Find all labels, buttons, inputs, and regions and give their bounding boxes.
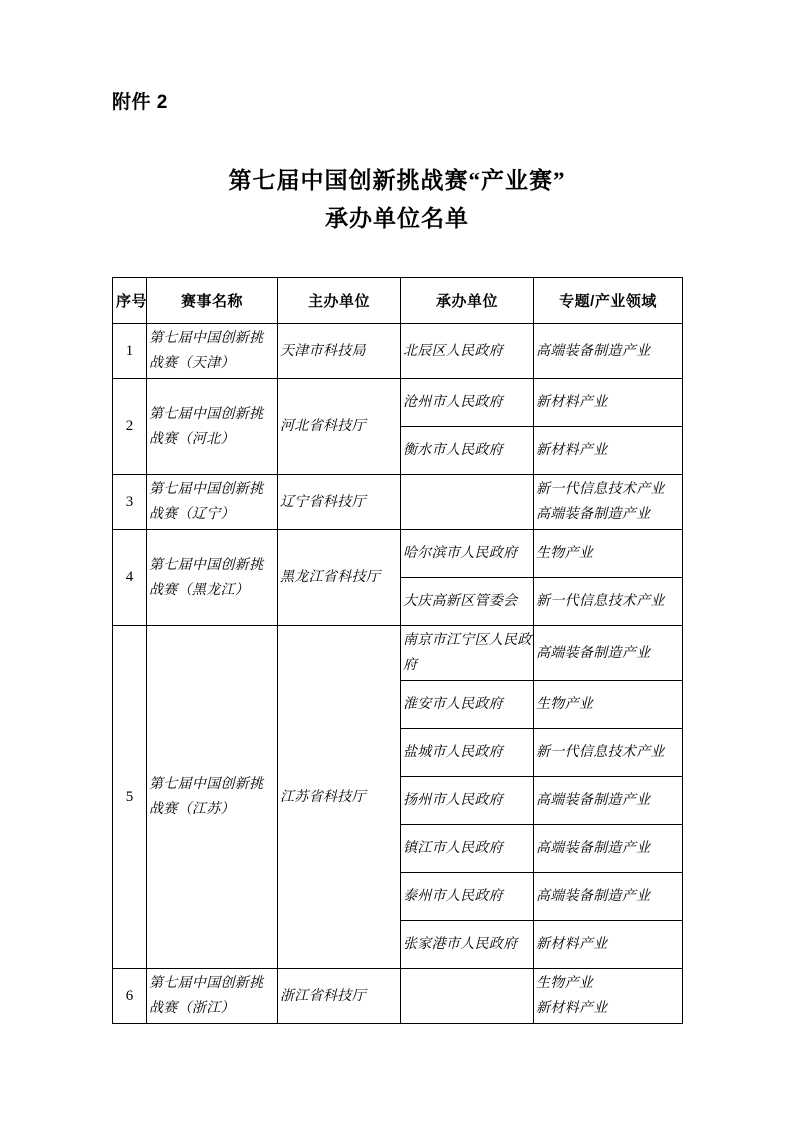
attachment-label: 附件 2	[112, 92, 168, 113]
table-row	[113, 969, 683, 1024]
cell-host-unit: 河北省科技厅	[278, 379, 401, 475]
field-line: 新材料产业	[536, 1001, 608, 1016]
cell-field	[534, 873, 683, 921]
table-row	[113, 379, 683, 427]
organizer-table	[112, 277, 683, 1024]
page-title	[112, 162, 682, 238]
cell-seq: 6	[113, 969, 147, 1024]
cell-field	[534, 578, 683, 626]
cell-organizer-unit	[401, 969, 534, 1024]
cell-field	[534, 427, 683, 475]
column-header-field: 专题/产业领域	[534, 278, 683, 324]
field-line: 高端装备制造产业	[536, 343, 651, 359]
cell-organizer-unit: 南京市江宁区人民政府	[401, 626, 534, 681]
cell-field	[534, 729, 683, 777]
column-header-organizer: 承办单位	[401, 278, 534, 324]
column-header-seq: 序号	[113, 278, 147, 324]
cell-seq: 1	[113, 324, 147, 379]
cell-organizer-unit: 衡水市人民政府	[401, 427, 534, 475]
cell-host-unit: 辽宁省科技厅	[278, 475, 401, 530]
cell-event-name: 第七届中国创新挑战赛（黑龙江）	[147, 530, 278, 626]
cell-organizer-unit: 哈尔滨市人民政府	[401, 530, 534, 578]
cell-seq: 3	[113, 475, 147, 530]
field-line: 高端装备制造产业	[536, 645, 651, 661]
table-row	[113, 475, 683, 530]
field-line: 新材料产业	[536, 443, 608, 458]
cell-organizer-unit: 淮安市人民政府	[401, 681, 534, 729]
field-line: 新材料产业	[536, 937, 608, 952]
field-line: 高端装备制造产业	[536, 507, 651, 522]
field-line: 生物产业	[536, 546, 594, 561]
table-row	[113, 530, 683, 578]
table-row	[113, 324, 683, 379]
cell-organizer-empty	[403, 502, 532, 503]
cell-organizer-unit: 张家港市人民政府	[401, 921, 534, 969]
field-line: 生物产业	[536, 976, 594, 991]
cell-field	[534, 379, 683, 427]
field-line: 新一代信息技术产业	[536, 594, 665, 609]
table-header-row	[113, 278, 683, 324]
cell-organizer-unit: 北辰区人民政府	[401, 324, 534, 379]
cell-host-unit: 江苏省科技厅	[278, 626, 401, 969]
cell-organizer-empty	[403, 996, 532, 997]
cell-field	[534, 324, 683, 379]
field-line: 新一代信息技术产业	[536, 482, 665, 497]
cell-organizer-unit: 盐城市人民政府	[401, 729, 534, 777]
cell-organizer-unit: 大庆高新区管委会	[401, 578, 534, 626]
field-line: 高端装备制造产业	[536, 841, 651, 856]
cell-organizer-unit: 沧州市人民政府	[401, 379, 534, 427]
cell-event-name: 第七届中国创新挑战赛（辽宁）	[147, 475, 278, 530]
organizer-table-wrapper	[112, 277, 682, 1024]
cell-seq: 2	[113, 379, 147, 475]
field-line: 新材料产业	[536, 395, 608, 410]
field-line: 生物产业	[536, 697, 594, 712]
cell-host-unit: 黑龙江省科技厅	[278, 530, 401, 626]
cell-seq: 4	[113, 530, 147, 626]
cell-host-unit: 浙江省科技厅	[278, 969, 401, 1024]
cell-event-name: 第七届中国创新挑战赛（河北）	[147, 379, 278, 475]
page-title-line-2: 承办单位名单	[325, 206, 469, 231]
cell-organizer-unit: 镇江市人民政府	[401, 825, 534, 873]
field-line: 高端装备制造产业	[536, 889, 651, 904]
cell-organizer-unit: 扬州市人民政府	[401, 777, 534, 825]
cell-field	[534, 825, 683, 873]
page-title-line-1: 第七届中国创新挑战赛“产业赛”	[228, 168, 566, 193]
cell-field	[534, 777, 683, 825]
cell-field	[534, 969, 683, 1024]
cell-field	[534, 681, 683, 729]
column-header-event: 赛事名称	[147, 278, 278, 324]
cell-event-name: 第七届中国创新挑战赛（江苏）	[147, 626, 278, 969]
field-line: 新一代信息技术产业	[536, 745, 665, 760]
cell-field	[534, 921, 683, 969]
cell-host-unit: 天津市科技局	[278, 324, 401, 379]
cell-seq: 5	[113, 626, 147, 969]
cell-event-name: 第七届中国创新挑战赛（浙江）	[147, 969, 278, 1024]
table-body	[113, 324, 683, 1024]
field-line: 高端装备制造产业	[536, 793, 651, 808]
column-header-host: 主办单位	[278, 278, 401, 324]
cell-field	[534, 626, 683, 681]
cell-organizer-unit: 泰州市人民政府	[401, 873, 534, 921]
cell-field	[534, 475, 683, 530]
cell-field	[534, 530, 683, 578]
cell-event-name: 第七届中国创新挑战赛（天津）	[147, 324, 278, 379]
table-row	[113, 626, 683, 681]
cell-organizer-unit	[401, 475, 534, 530]
